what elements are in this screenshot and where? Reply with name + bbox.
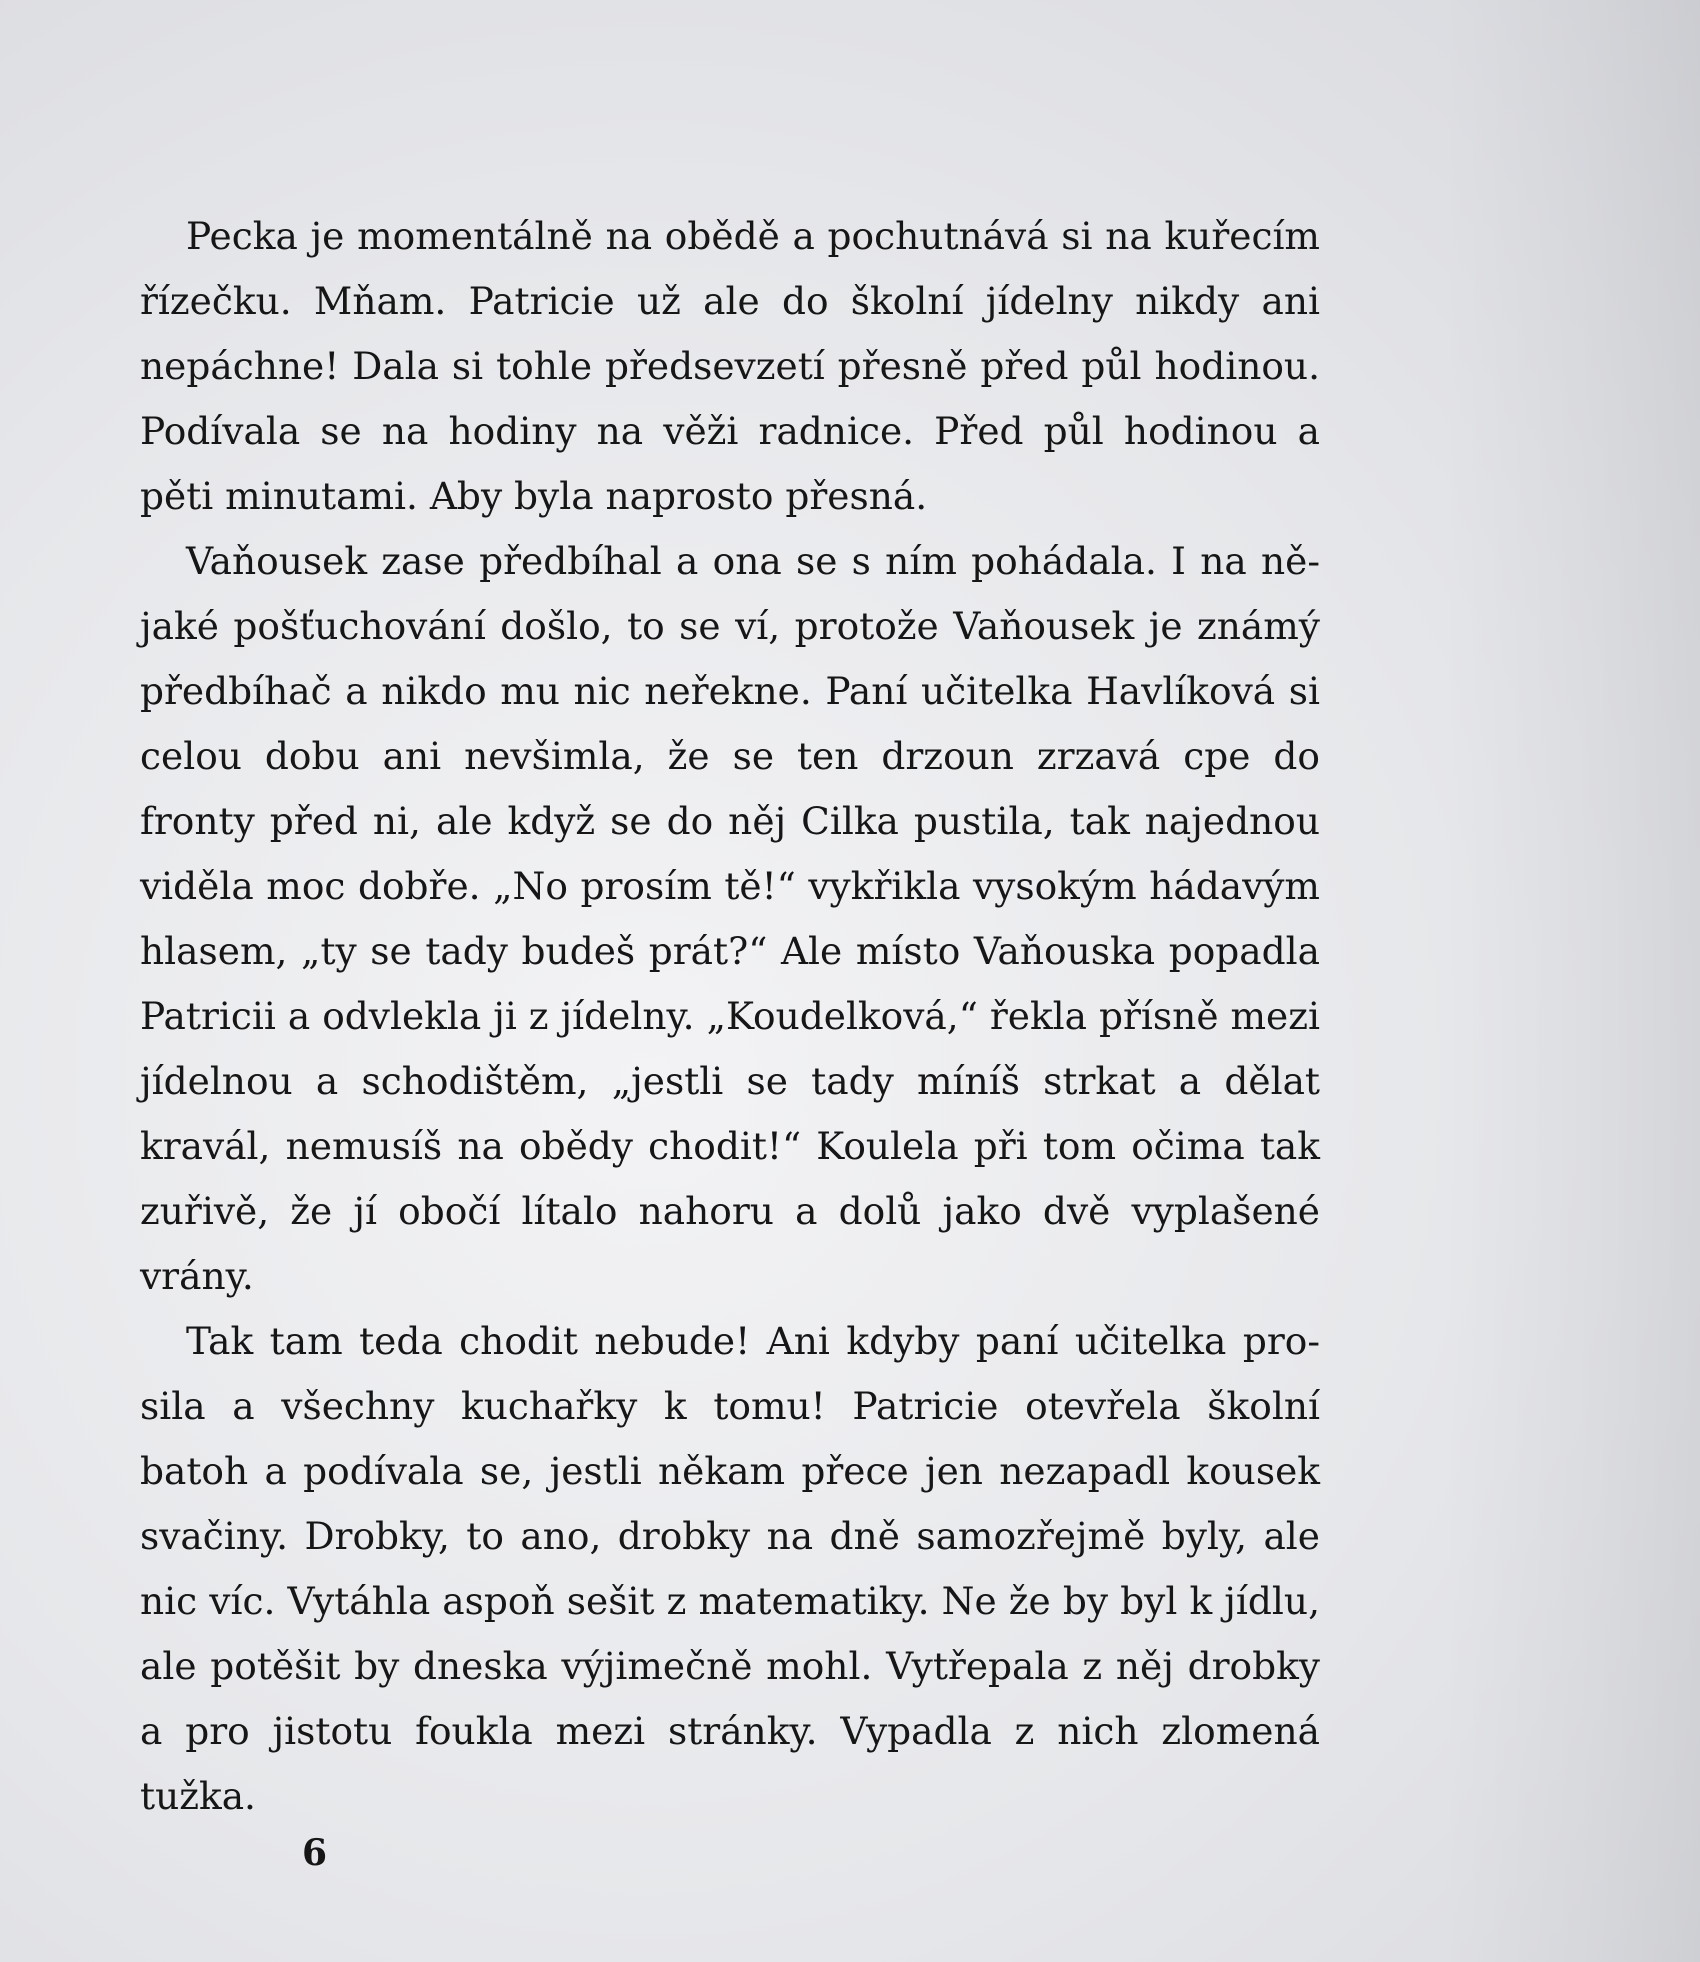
paragraph-2: Vaňousek zase předbíhal a ona se s ním pohádala. I na nějaké pošťuchování došlo, to se ví, protože Vaňousek je známý předbíhač a nikdo mu nic neřekne. Paní učitelka Havlíková si celou dobu ani nevšimla, že se ten drzoun zrzavá cpe do fronty před ni, ale když se do něj Cilka pustila, tak najednou viděla moc dobře. „No prosím tě!“ vykřikla vysokým hádavým hlasem, „ty se tady budeš prát?“ Ale místo Vaňouska popadla Patricii a odvlekla ji z jídelny. „Koudelková,“ řekla přísně mezi jídelnou a schodištěm, „jestli se tady míníš strkat a dělat kravál, nemusíš na obědy chodit!“ Koulela při tom očima tak zuřivě, že jí obočí lítalo nahoru a dolů jako dvě vyplašené vrány. — [140, 539, 1320, 1298]
page-number: 6 — [302, 1832, 328, 1874]
paragraph-1: Pecka je momentálně na obědě a pochutnává si na kuřecím řízečku. Mňam. Patricie už ale do školní jídelny nikdy ani nepáchne! Dala si tohle předsevzetí přesně před půl hodinou. Podívala se na hodiny na věži radnice. Před půl hodinou a pěti minutami. Aby byla naprosto přesná. — [140, 214, 1320, 518]
paragraph-3: Tak tam teda chodit nebude! Ani kdyby paní učitelka prosila a všechny kuchařky k tomu! Patricie otevřela školní batoh a podívala se, jestli někam přece jen nezapadl kousek svačiny. Drobky, to ano, drobky na dně samozřejmě byly, ale nic víc. Vytáhla aspoň sešit z matematiky. Ne že by byl k jídlu, ale potěšit by dneska výjimečně mohl. Vytřepala z něj drobky a pro jistotu foukla mezi stránky. Vypadla z nich zlomená tužka. — [140, 1319, 1320, 1818]
body-text — [140, 204, 1320, 1829]
